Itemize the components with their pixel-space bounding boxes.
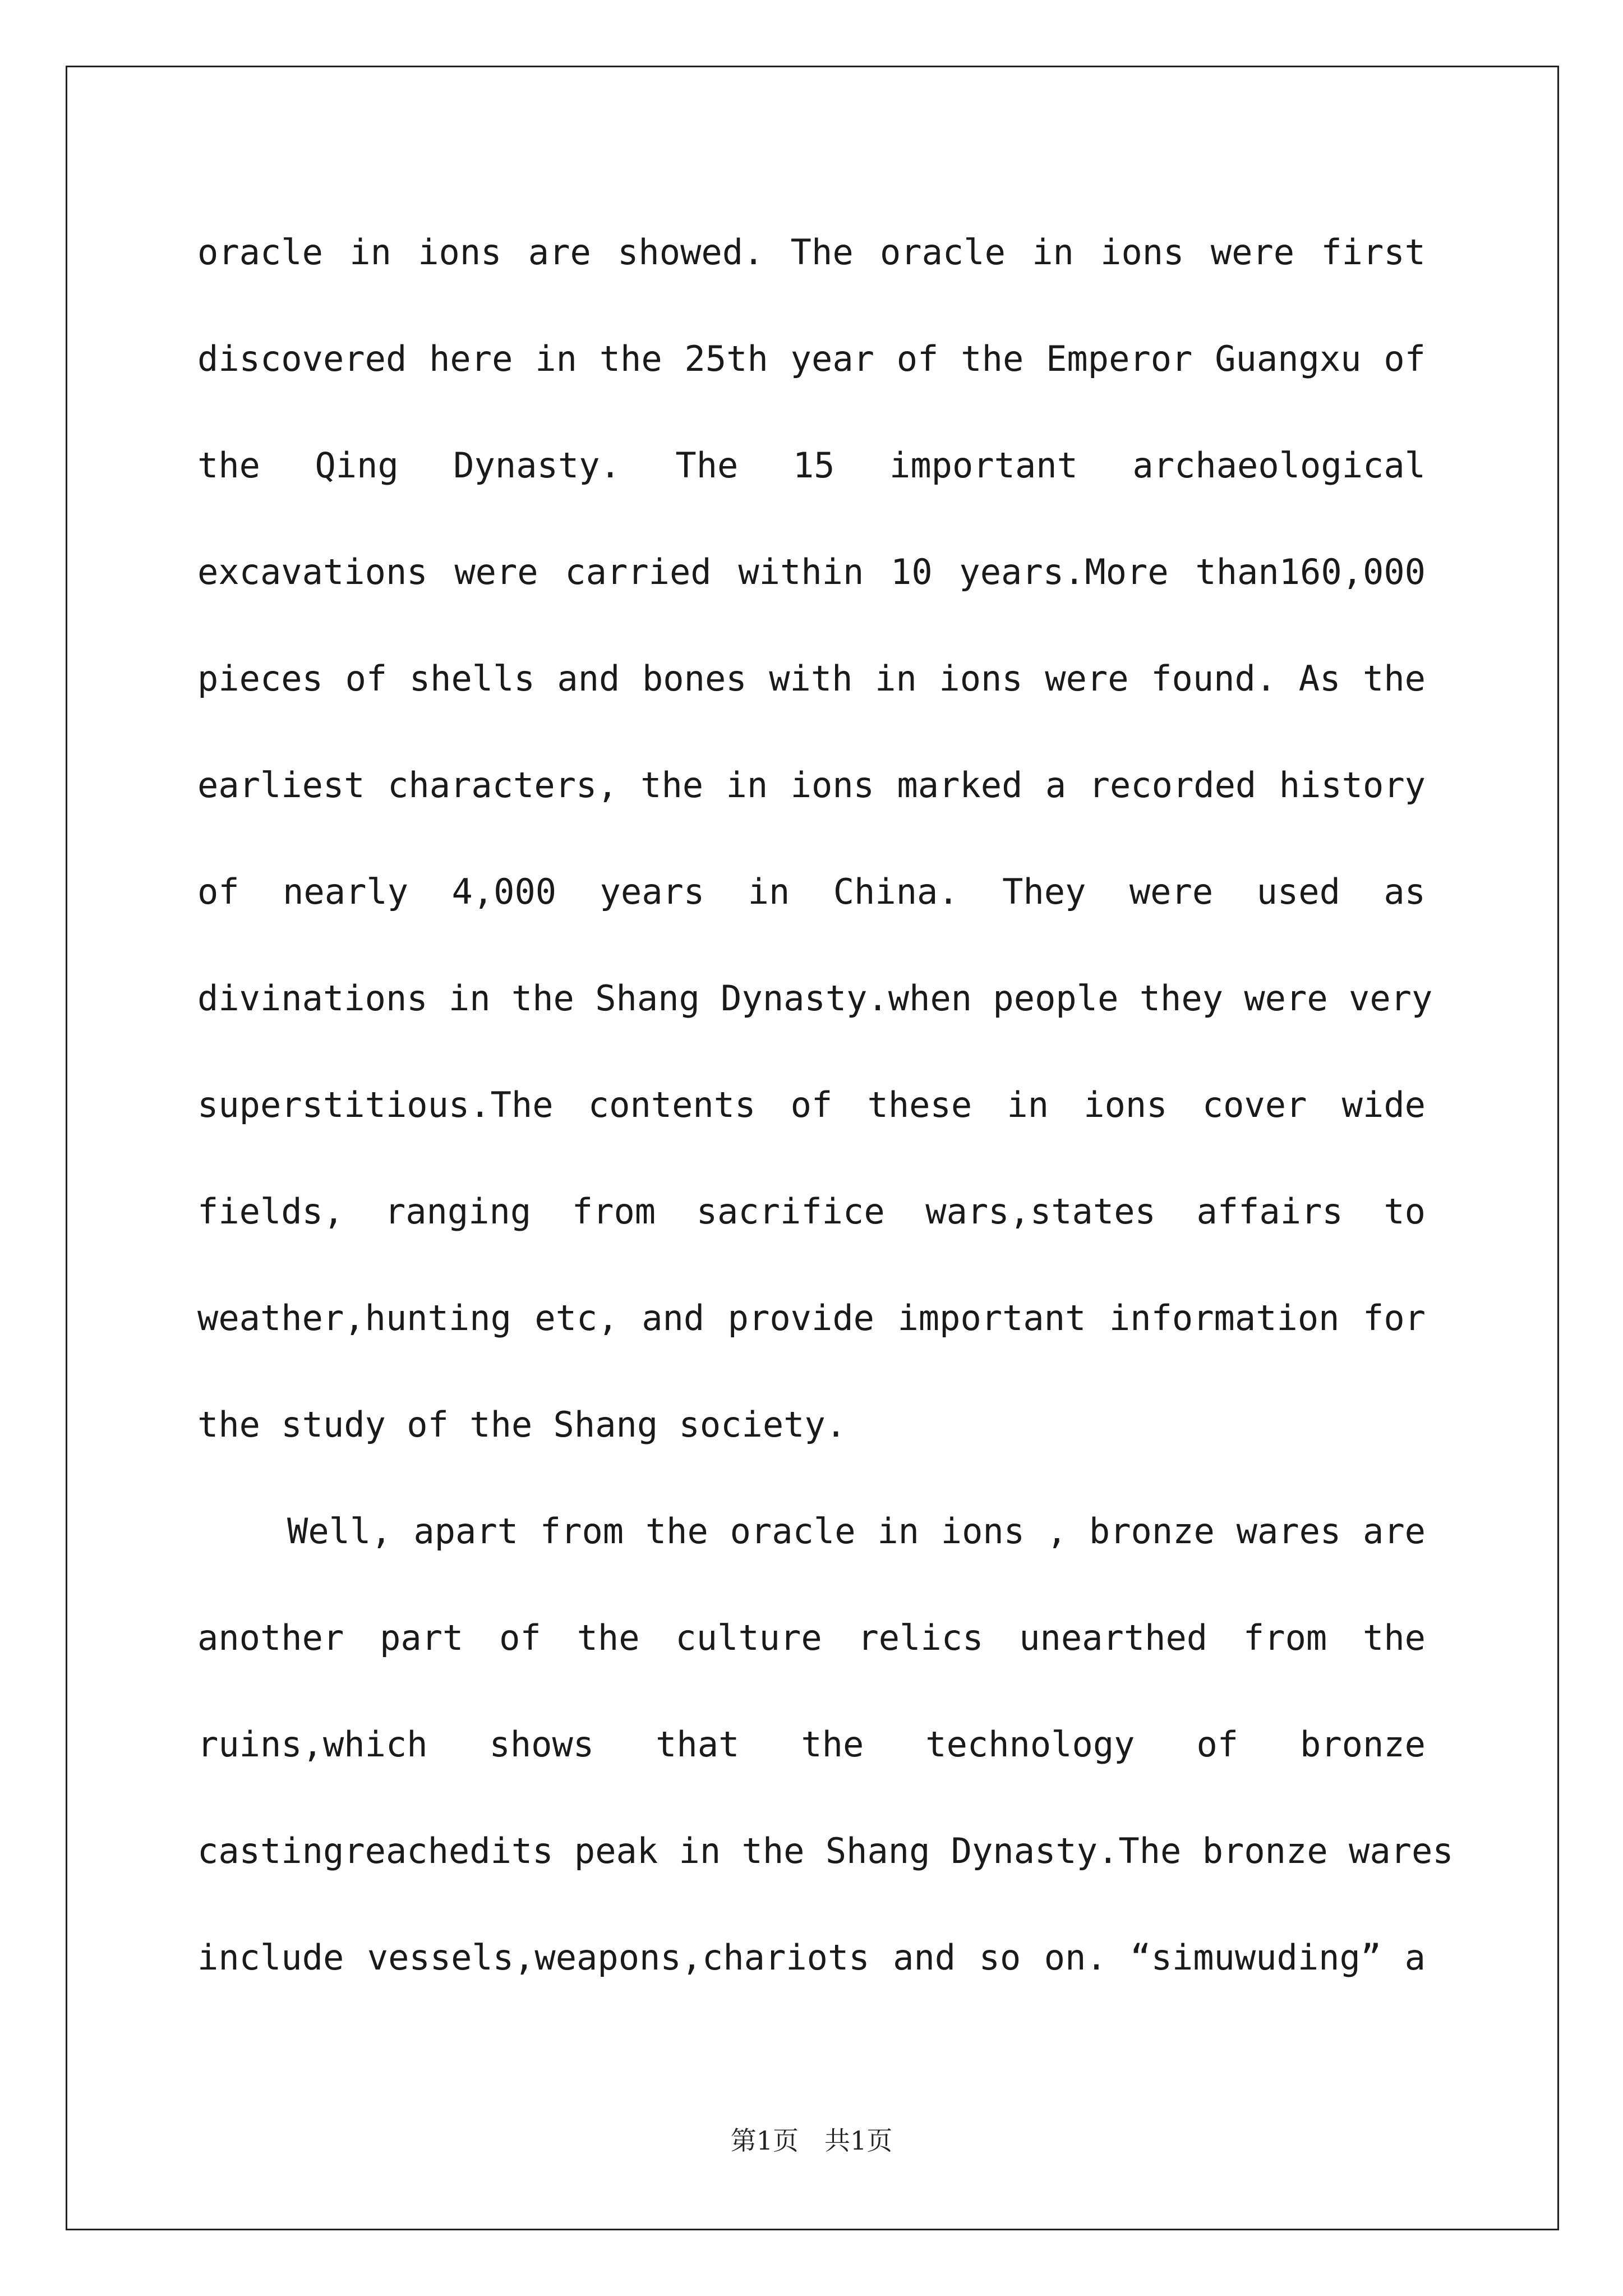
- text-line: oracle in ions are showed. The oracle in ions were first: [197, 232, 1426, 273]
- text-line: earliest characters, the in ions marked a recorded history: [197, 765, 1426, 806]
- document-body: [197, 199, 1454, 2011]
- page-number-footer: 第1页 共1页: [730, 2125, 893, 2156]
- text-line: another part of the culture relics unearthed from the: [197, 1617, 1426, 1658]
- text-line: castingreachedits peak in the Shang Dynasty.The bronze wares: [197, 1830, 1454, 1871]
- text-line: include vessels,weapons,chariots and so on. “simuwuding” a: [197, 1937, 1426, 1978]
- paragraph-first-line: Well, apart from the oracle in ions , bronze wares are: [287, 1511, 1426, 1552]
- text-line: the study of the Shang society.: [197, 1404, 847, 1445]
- text-line: superstitious.The contents of these in ions cover wide: [197, 1084, 1426, 1125]
- text-line: of nearly 4,000 years in China. They were used as: [197, 871, 1426, 912]
- text-line: fields, ranging from sacrifice wars,states affairs to: [197, 1191, 1426, 1232]
- text-line: weather,hunting etc, and provide important information for: [197, 1297, 1426, 1338]
- text-line: pieces of shells and bones with in ions were found. As the: [197, 658, 1426, 699]
- text-line: discovered here in the 25th year of the Emperor Guangxu of: [197, 338, 1426, 379]
- text-line: divinations in the Shang Dynasty.when people they were very: [197, 978, 1433, 1019]
- text-line: the Qing Dynasty. The 15 important archaeological: [197, 445, 1426, 486]
- text-line: excavations were carried within 10 years.More than160,000: [197, 551, 1426, 592]
- text-line: ruins,which shows that the technology of bronze: [197, 1724, 1426, 1765]
